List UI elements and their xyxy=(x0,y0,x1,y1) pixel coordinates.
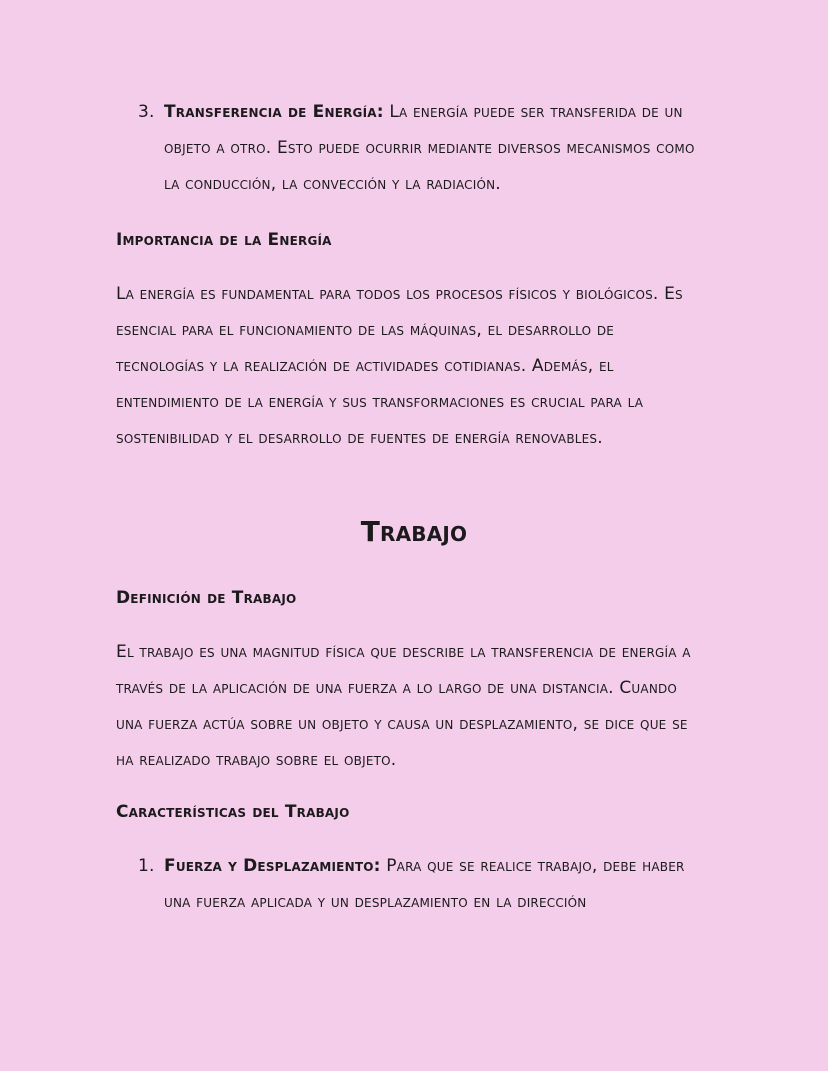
list-item-text: La energía puede ser transferida de un objeto a otro. Esto puede ocurrir mediante diversos mecanismos como la conducción, la convección y la radiación. xyxy=(164,102,695,194)
list-item-force-displacement xyxy=(138,848,698,920)
features-heading: Características del Trabajo xyxy=(116,802,350,822)
definition-paragraph: El trabajo es una magnitud física que describe la transferencia de energía a través de la aplicación de una fuerza a lo largo de una distancia. Cuando una fuerza actúa sobre un objeto y causa un desplazamiento, se dice que se ha realizado trabajo sobre el objeto. xyxy=(116,642,691,770)
list-item-term: Fuerza y Desplazamiento: xyxy=(164,856,381,876)
list-item-energy-transfer xyxy=(138,94,698,202)
section-title: Trabajo xyxy=(360,515,468,548)
list-item-text: Para que se realice trabajo, debe haber una fuerza aplicada y un desplazamiento en la dirección xyxy=(164,856,685,912)
list-item-content xyxy=(164,94,698,202)
list-item-term: Transferencia de Energía: xyxy=(164,102,384,122)
list-number: 1. xyxy=(138,856,155,876)
list-number: 3. xyxy=(138,102,155,122)
importance-heading: Importancia de la Energía xyxy=(116,230,332,250)
list-item-content xyxy=(164,848,698,920)
importance-paragraph: La energía es fundamental para todos los procesos físicos y biológicos. Es esencial para el funcionamiento de las máquinas, el desarrollo de tecnologías y la realización de actividades cotidianas. Además, el entendimiento de la energía y sus transformaciones es crucial para la sostenibilidad y el desarrollo de fuentes de energía renovables. xyxy=(116,284,683,448)
definition-heading: Definición de Trabajo xyxy=(116,588,297,608)
